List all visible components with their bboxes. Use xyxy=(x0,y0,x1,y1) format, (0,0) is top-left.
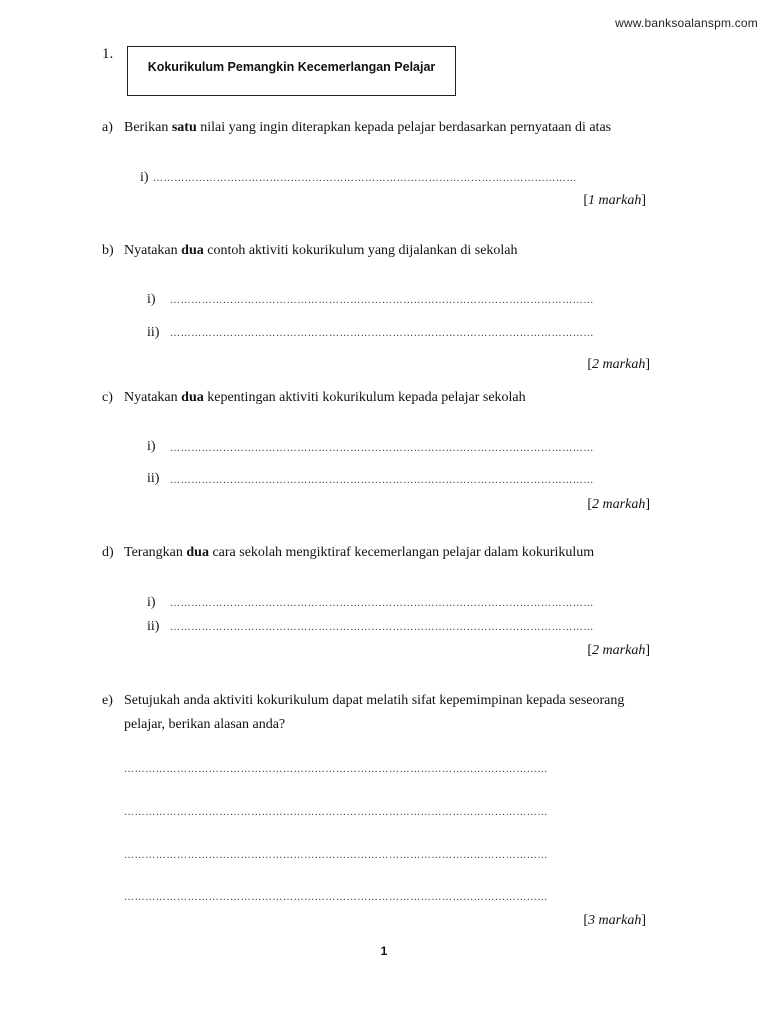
mark-d: [2 markah] xyxy=(587,643,650,658)
answer-line-a-i[interactable]: ………………………………………………………………………………………………………… xyxy=(153,173,577,184)
question-c-letter: c) xyxy=(102,390,113,405)
question-number: 1. xyxy=(102,46,114,62)
question-a-sub-i: i) xyxy=(140,170,149,185)
question-e-text-line1: Setujukah anda aktiviti kokurikulum dapat melatih sifat kepemimpinan kepada seseorang xyxy=(124,693,625,708)
answer-line-c-ii[interactable]: ………………………………………………………………………………………………………… xyxy=(170,475,594,486)
question-d-sub-i: i) xyxy=(147,595,156,610)
question-b-sub-ii: ii) xyxy=(147,325,160,340)
answer-line-e-2[interactable]: ………………………………………………………………………………………………………… xyxy=(124,807,548,818)
question-c-sub-ii: ii) xyxy=(147,471,160,486)
question-d-sub-ii: ii) xyxy=(147,619,160,634)
page-number: 1 xyxy=(380,944,388,958)
question-a-letter: a) xyxy=(102,120,113,135)
answer-line-e-1[interactable]: ………………………………………………………………………………………………………… xyxy=(124,764,548,775)
title-box xyxy=(127,46,456,96)
question-e-text-line2: pelajar, berikan alasan anda? xyxy=(124,717,286,732)
answer-line-e-3[interactable]: ………………………………………………………………………………………………………… xyxy=(124,850,548,861)
mark-c: [2 markah] xyxy=(587,497,650,512)
website-url: www.banksoalanspm.com xyxy=(615,16,758,30)
question-e-letter: e) xyxy=(102,693,113,708)
question-d-text: Terangkan dua cara sekolah mengiktiraf kecemerlangan pelajar dalam kokurikulum xyxy=(124,545,595,560)
mark-e: [3 markah] xyxy=(583,913,646,928)
question-title: Kokurikulum Pemangkin Kecemerlangan Pelajar xyxy=(147,60,436,74)
answer-line-d-ii[interactable]: ………………………………………………………………………………………………………… xyxy=(170,622,594,633)
question-d-letter: d) xyxy=(102,545,114,560)
mark-a: [1 markah] xyxy=(583,193,646,208)
question-b-text: Nyatakan dua contoh aktiviti kokurikulum yang dijalankan di sekolah xyxy=(124,243,518,258)
answer-line-d-i[interactable]: ………………………………………………………………………………………………………… xyxy=(170,598,594,609)
question-a-text: Berikan satu nilai yang ingin diterapkan kepada pelajar berdasarkan pernyataan di atas xyxy=(124,120,612,135)
answer-line-b-i[interactable]: ………………………………………………………………………………………………………… xyxy=(170,295,594,306)
mark-b: [2 markah] xyxy=(587,357,650,372)
answer-line-c-i[interactable]: ………………………………………………………………………………………………………… xyxy=(170,443,594,454)
question-c-sub-i: i) xyxy=(147,439,156,454)
question-b-sub-i: i) xyxy=(147,292,156,307)
answer-line-e-4[interactable]: ………………………………………………………………………………………………………… xyxy=(124,892,548,903)
question-b-letter: b) xyxy=(102,243,114,258)
question-c-text: Nyatakan dua kepentingan aktiviti kokurikulum kepada pelajar sekolah xyxy=(124,390,526,405)
answer-line-b-ii[interactable]: ………………………………………………………………………………………………………… xyxy=(170,328,594,339)
